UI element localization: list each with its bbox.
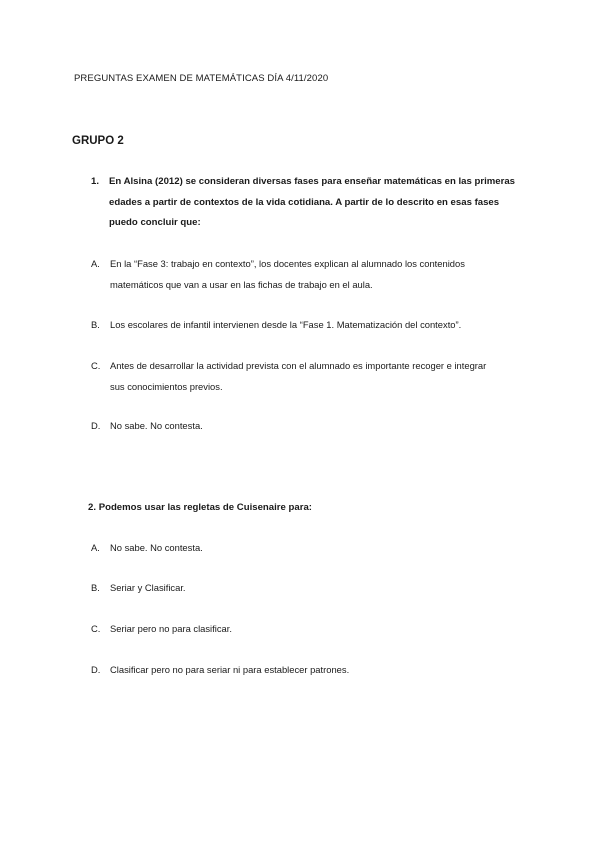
option-letter: D. <box>91 664 101 675</box>
question-1-option-c <box>91 356 531 397</box>
document-header: PREGUNTAS EXAMEN DE MATEMÁTICAS DÍA 4/11/2020 <box>74 73 329 84</box>
question-2-option-d <box>91 660 531 681</box>
option-text-line1: Clasificar pero no para seriar ni para establecer patrones. <box>110 664 350 675</box>
option-letter: A. <box>91 258 100 269</box>
question-1-stem-line2: edades a partir de contextos de la vida cotidiana. A partir de lo descrito en esas fases <box>109 196 500 208</box>
option-letter: A. <box>91 542 100 553</box>
question-1-stem <box>91 172 531 234</box>
question-1-option-b <box>91 315 531 336</box>
question-2-option-b <box>91 578 531 599</box>
option-text-line1: Seriar y Clasificar. <box>110 582 186 593</box>
option-letter: C. <box>91 623 101 634</box>
question-1-option-d <box>91 416 531 437</box>
question-1-stem-line3: puedo concluir que: <box>109 217 201 228</box>
option-letter: B. <box>91 582 100 593</box>
option-letter: B. <box>91 319 100 330</box>
option-text-line1: No sabe. No contesta. <box>110 420 203 431</box>
question-2-stem <box>88 498 528 519</box>
option-text-line2: sus conocimientos previos. <box>110 380 223 392</box>
question-1-stem-line1-rest: ) se consideran diversas fases para enseñar matemáticas en las primeras <box>179 176 516 187</box>
option-letter: C. <box>91 360 101 371</box>
option-text-line1: En la “Fase 3: trabajo en contexto”, los docentes explican al alumnado los contenidos <box>110 258 465 269</box>
question-number: 1. <box>91 176 100 187</box>
option-letter: D. <box>91 420 101 431</box>
option-text-line1: Los escolares de infantil intervienen desde la “Fase 1. Matematización del contexto”. <box>110 319 462 330</box>
question-1-stem-pre: En Alsina ( <box>109 176 159 187</box>
question-number: 2. <box>88 502 97 513</box>
group-title: GRUPO 2 <box>72 135 124 147</box>
option-text-line1: Seriar pero no para clasificar. <box>110 623 232 634</box>
question-2-option-c <box>91 619 531 640</box>
question-2-option-a <box>91 538 531 559</box>
question-1-year: 2012 <box>158 176 180 187</box>
question-1-option-a <box>91 254 531 295</box>
option-text-line1: Antes de desarrollar la actividad prevista con el alumnado es importante recoger e integrar <box>110 360 487 371</box>
question-2-stem-text: Podemos usar las regletas de Cuisenaire para: <box>98 502 312 513</box>
option-text-line1: No sabe. No contesta. <box>110 542 203 553</box>
option-text-line2: matemáticos que van a usar en las fichas de trabajo en el aula. <box>110 278 373 290</box>
